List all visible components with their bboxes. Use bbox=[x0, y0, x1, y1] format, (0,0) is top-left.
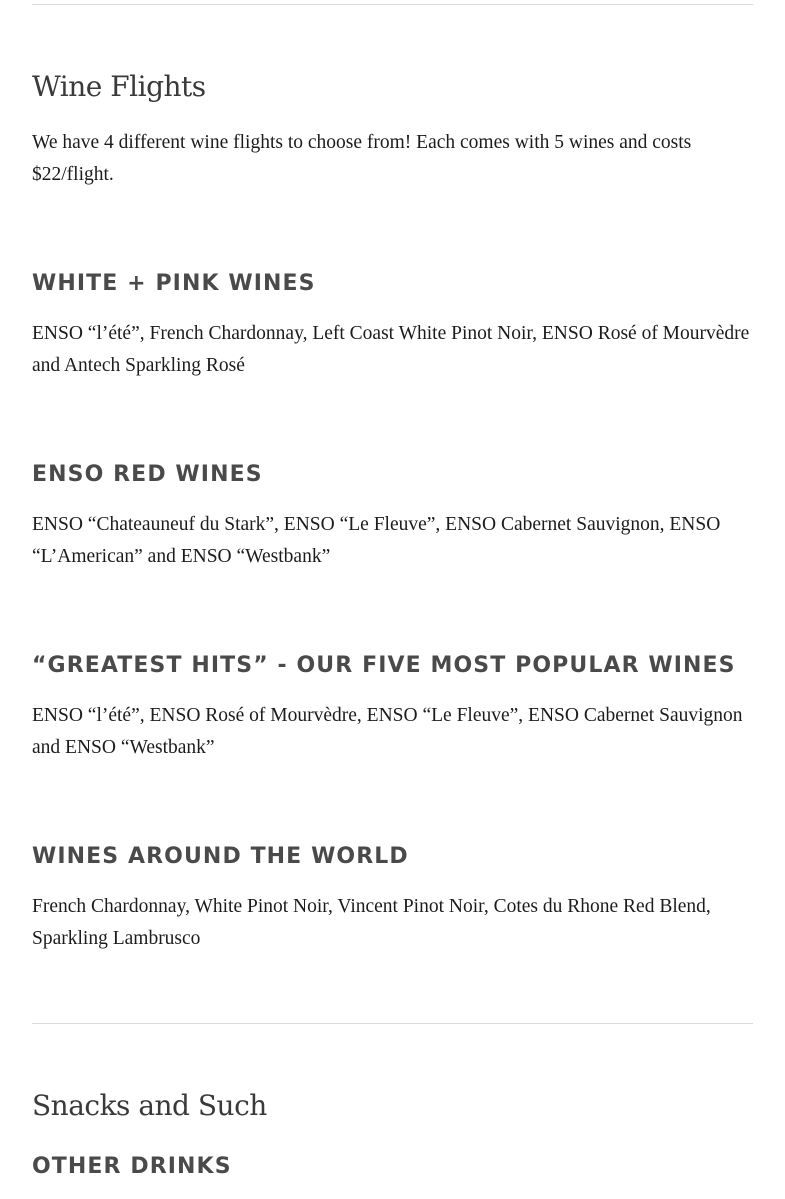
flight-wine-list: French Chardonnay, White Pinot Noir, Vincent Pinot Noir, Cotes du Rhone Red Blend, Sparkling Lambrusco bbox=[32, 896, 711, 949]
flight-wine-list: ENSO “l’été”, French Chardonnay, Left Coast White Pinot Noir, ENSO Rosé of Mourvèdre and Antech Sparkling Rosé bbox=[32, 323, 750, 376]
wine-flights-title: Wine Flights bbox=[32, 70, 206, 103]
section-divider bbox=[32, 1023, 753, 1024]
flight-wine-list: ENSO “l’été”, ENSO Rosé of Mourvèdre, ENSO “Le Fleuve”, ENSO Cabernet Sauvignon and ENSO “Westbank” bbox=[32, 705, 743, 758]
flight-heading: ENSO RED WINES bbox=[32, 462, 263, 487]
flight-wine-list: ENSO “Chateauneuf du Stark”, ENSO “Le Fleuve”, ENSO Cabernet Sauvignon, ENSO “L’American” and ENSO “Westbank” bbox=[32, 514, 721, 567]
flight-heading: WINES AROUND THE WORLD bbox=[32, 844, 409, 869]
snacks-title: Snacks and Such bbox=[32, 1089, 267, 1122]
flight-heading: “GREATEST HITS” - OUR FIVE MOST POPULAR WINES bbox=[32, 653, 736, 678]
flight-heading: WHITE + PINK WINES bbox=[32, 271, 316, 296]
section-divider-top bbox=[32, 4, 753, 5]
other-drinks-heading: OTHER DRINKS bbox=[32, 1154, 232, 1179]
wine-flights-intro: We have 4 different wine flights to choose from! Each comes with 5 wines and costs $22/flight. bbox=[32, 132, 692, 185]
